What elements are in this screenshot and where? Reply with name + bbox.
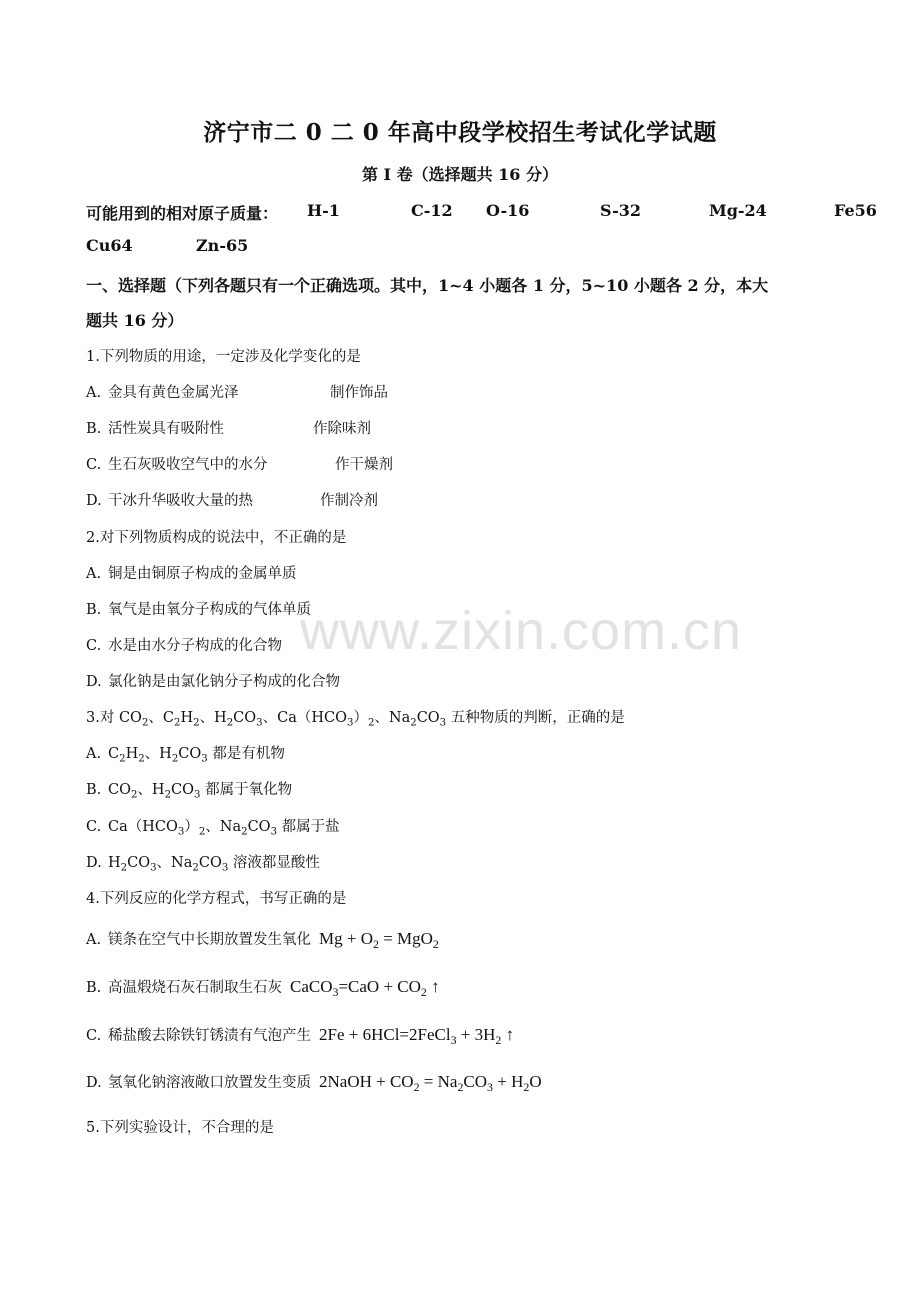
question-2-option-a <box>86 562 297 583</box>
equation: $Mg + O_2 = MgO_2$ <box>319 929 439 952</box>
option-letter: A. <box>86 566 102 582</box>
option-use: 作除味剂 <box>313 421 371 437</box>
option-text: 都是有机物 <box>212 746 285 762</box>
option-text: 高温煅烧石灰石制取生石灰 <box>108 980 282 996</box>
question-5-stem: 5.下列实验设计，不合理的是 <box>86 1120 274 1136</box>
option-text: 金具有黄色金属光泽 <box>108 385 239 401</box>
option-letter: C. <box>86 457 102 473</box>
option-use: 作干燥剂 <box>335 457 393 473</box>
question-3-option-a: A. $C_2H_2$、$H_2CO_3$ 都是有机物 <box>86 746 285 765</box>
stem-prefix: 3.对 <box>86 710 119 726</box>
question-4-option-d: D. 氢氧化钠溶液敞口放置发生变质 2NaOH + $CO_2 = Na_2CO_3 + H_2O$ <box>86 1072 542 1095</box>
option-text: 溶液都显酸性 <box>232 855 320 871</box>
equation: 2Fe + 6HCl=2FeCl$_3$ + $3H_2$ ↑ <box>319 1025 515 1048</box>
question-1-option-d <box>86 489 886 510</box>
question-4-option-b: B. 高温煅烧石灰石制取生石灰 CaCO$_3$=CaO + $CO_2$ ↑ <box>86 977 440 1000</box>
atomic-mass-item: H-1 <box>307 201 340 220</box>
equation: 2NaOH + $CO_2 = Na_2CO_3 + H_2O$ <box>319 1072 542 1095</box>
option-text: 镁条在空气中长期放置发生氧化 <box>108 932 311 948</box>
watermark: www.zixin.com.cn <box>300 601 743 661</box>
option-letter: B. <box>86 602 102 618</box>
question-2-option-c <box>86 634 282 655</box>
option-text: 氧气是由氧分子构成的气体单质 <box>108 602 311 618</box>
option-text: 都属于盐 <box>281 819 340 835</box>
option-use: 制作饰品 <box>330 385 388 401</box>
atomic-mass-item: Zn-65 <box>196 236 249 255</box>
option-letter: D. <box>86 493 102 509</box>
equation: CaCO$_3$=CaO + $CO_2$ ↑ <box>290 977 440 1000</box>
option-text: 水是由水分子构成的化合物 <box>108 638 282 654</box>
option-text: 都属于氧化物 <box>205 782 293 798</box>
question-3-option-b: B. $CO_2$、$H_2CO_3$ 都属于氧化物 <box>86 782 293 801</box>
question-4-option-a: A. 镁条在空气中长期放置发生氧化 $Mg + O_2 = MgO_2$ <box>86 929 439 952</box>
question-3-stem: 3.对 $CO_2$、$C_2H_2$、$H_2CO_3$、$Ca(HCO_3)_2$、$Na_2CO_3$ 五种物质的判断，正确的是 <box>86 710 625 729</box>
option-text: 氢氧化钠溶液敞口放置发生变质 <box>108 1075 311 1091</box>
question-3-option-d: D. $H_2CO_3$、$Na_2CO_3$ 溶液都显酸性 <box>86 855 320 874</box>
question-1-option-c <box>86 453 886 474</box>
option-letter: C. <box>86 638 102 654</box>
atomic-mass-item: Cu64 <box>86 236 133 255</box>
question-1-option-b <box>86 417 886 438</box>
question-4-option-c: C. 稀盐酸去除铁钉锈渍有气泡产生 2Fe + 6HCl=2FeCl$_3$ + $3H_2$ ↑ <box>86 1025 515 1048</box>
question-2-option-d <box>86 670 340 691</box>
question-4-stem: 4.下列反应的化学方程式，书写正确的是 <box>86 891 347 907</box>
question-2-option-b <box>86 598 311 619</box>
atomic-mass-item: Mg-24 <box>709 201 767 220</box>
option-letter: B. <box>86 421 102 437</box>
question-1-option-a <box>86 381 886 402</box>
option-text: 生石灰吸收空气中的水分 <box>108 457 268 473</box>
atomic-mass-item: C-12 <box>411 201 453 220</box>
atomic-mass-item: S-32 <box>600 201 642 220</box>
option-text: 铜是由铜原子构成的金属单质 <box>108 566 297 582</box>
atomic-mass-label: 可能用到的相对原子质量： <box>86 204 279 223</box>
section-heading-cont: 题共 16 分） <box>86 311 184 330</box>
atomic-mass-item: Fe56 <box>834 201 877 220</box>
option-text: 稀盐酸去除铁钉锈渍有气泡产生 <box>108 1028 311 1044</box>
section-heading: 一、选择题（下列各题只有一个正确选项。其中，1~4 小题各 1 分，5~10 小题各 2 分，本大 <box>86 276 769 295</box>
stem-suffix: 五种物质的判断，正确的是 <box>450 710 625 726</box>
exam-title: 济宁市二 0 二 0 年高中段学校招生考试化学试题 <box>203 119 717 146</box>
question-3-option-c: C. $Ca(HCO_3)_2$、$Na_2CO_3$ 都属于盐 <box>86 819 340 838</box>
question-1-stem: 1.下列物质的用途，一定涉及化学变化的是 <box>86 349 361 365</box>
question-2-stem: 2.对下列物质构成的说法中，不正确的是 <box>86 530 347 546</box>
option-text: 活性炭具有吸附性 <box>108 421 224 437</box>
option-letter: A. <box>86 385 102 401</box>
option-text: 氯化钠是由氯化钠分子构成的化合物 <box>108 674 340 690</box>
option-use: 作制冷剂 <box>320 493 378 509</box>
option-letter: D. <box>86 674 102 690</box>
exam-subtitle: 第 I 卷（选择题共 16 分） <box>361 165 559 184</box>
atomic-mass-item: O-16 <box>486 201 530 220</box>
option-text: 干冰升华吸收大量的热 <box>108 493 253 509</box>
